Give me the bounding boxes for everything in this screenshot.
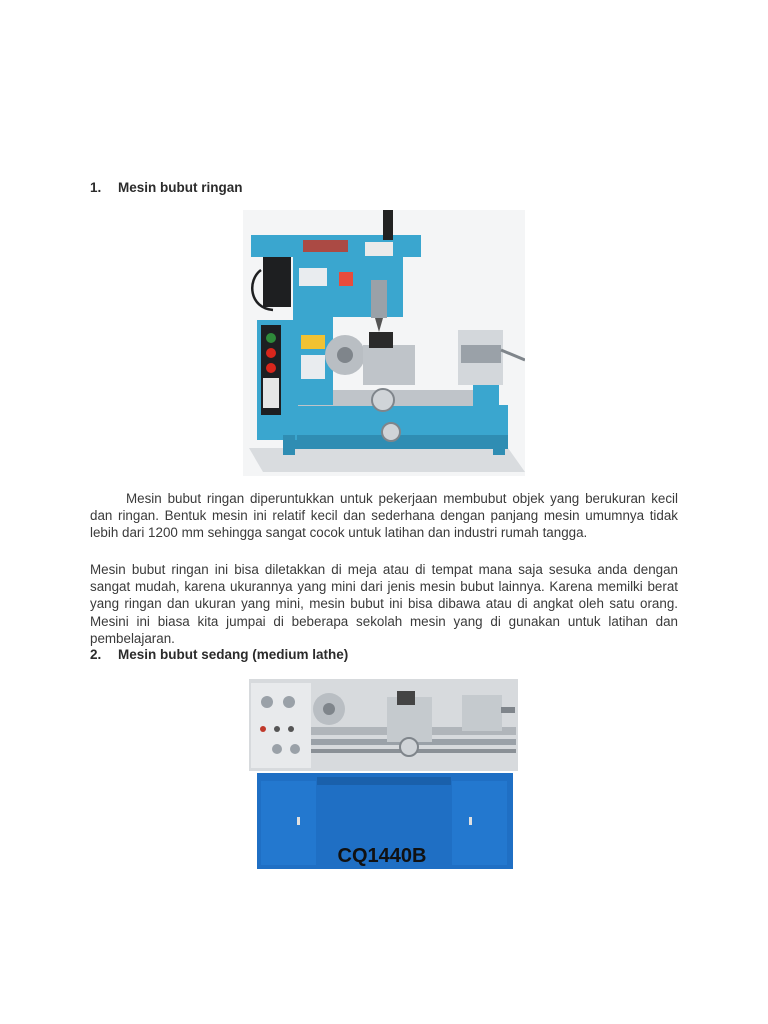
section-1-paragraph-2: Mesin bubut ringan ini bisa diletakkan di meja atau di tempat mana saja sesuka anda dengan sangat mudah, karena ukurannya yang mini dari jenis mesin bubut lainnya. Karena memilki berat yang ringan dan ukuran yang mini, mesin bubut ini bisa dibawa atau di angkat oleh satu orang. Mesini ini biasa kita jumpai di beberapa sekolah mesin yang di gunakan untuk latihan dan pembelajaran. — [90, 562, 678, 646]
section-1-heading — [90, 180, 243, 195]
section-2-heading — [90, 647, 348, 662]
section-2-number: 2. — [90, 647, 102, 662]
section-2-title: Mesin bubut sedang (medium lathe) — [118, 647, 349, 662]
section-1-paragraph-1: Mesin bubut ringan diperuntukkan untuk pekerjaan membubut objek yang berukuran kecil dan ringan. Bentuk mesin ini relatif kecil dan sederhana dengan panjang mesin umumnya tidak lebih dari 1200 mm sehingga sangat cocok untuk latihan dan industri rumah tangga. — [90, 491, 678, 541]
light-lathe-image — [243, 210, 525, 476]
section-1-title: Mesin bubut ringan — [118, 180, 243, 195]
medium-lathe-image — [247, 677, 520, 875]
model-label-text: CQ1440B — [337, 845, 427, 867]
section-1-number: 1. — [90, 180, 102, 195]
